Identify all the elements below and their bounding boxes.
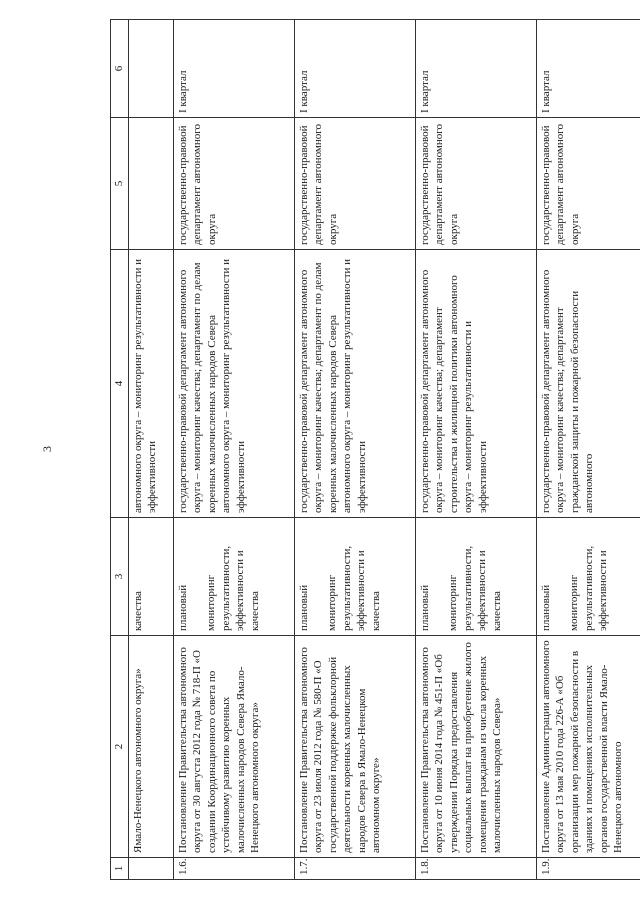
monitoring-kind: плановый (297, 584, 310, 631)
row-number-cell (128, 858, 173, 880)
responsible-cell: автономного округа – мониторинг результативности и эффективности (128, 250, 173, 518)
deadline-cell: I квартал (173, 20, 294, 118)
monitoring-type-cell (294, 518, 415, 636)
responsible-cell: государственно-правовой департамент автономного округа – мониторинг качества; департамент строительства и жилищной политики автономного округа – мониторинг результативности и эффективности (415, 250, 536, 518)
deadline-cell (128, 20, 173, 118)
document-cell: Ямало-Ненецкого автономного округа» (128, 636, 173, 858)
row-number-cell: 1.7. (294, 858, 415, 880)
monitoring-type-cell (415, 518, 536, 636)
row-number-cell: 1.6. (173, 858, 294, 880)
document-cell: Постановление Правительства автономного округа от 30 августа 2012 года № 718-П «О создании Координационного совета по устойчивому развитию коренных малочисленных народов Севера Ямало-Ненецкого автономного округа» (173, 636, 294, 858)
column-number-row (111, 20, 129, 880)
monitoring-kind: плановый (418, 584, 431, 631)
monitoring-scope: мониторинг результативности, эффективности и качества (447, 545, 503, 631)
column-number: 6 (111, 20, 129, 118)
deadline-cell: I квартал (294, 20, 415, 118)
page-number: 3 (40, 446, 54, 452)
monitoring-scope: мониторинг результативности, эффективности и качества (326, 545, 382, 631)
monitoring-scope: мониторинг результативности, эффективности и (568, 545, 610, 631)
plan-table (110, 19, 640, 880)
coordinator-cell: государственно-правовой департамент автономного округа (415, 118, 536, 250)
document-cell: Постановление Администрации автономного округа от 13 мая 2010 года 226-А «Об организации мер пожарной безопасности в зданиях и помещениях исполнительных органов государственной власти Ямало-Ненецкого автономного (536, 636, 640, 858)
table-row (173, 20, 294, 880)
deadline-cell: I квартал (415, 20, 536, 118)
monitoring-type-cell (536, 518, 640, 636)
coordinator-cell: государственно-правовой департамент автономного округа (294, 118, 415, 250)
monitoring-type-cell: качества (128, 518, 173, 636)
responsible-cell: государственно-правовой департамент автономного округа – мониторинг качества; департамент по делам коренных малочисленных народов Севера автономного округа – мониторинг результативности и эффективности (294, 250, 415, 518)
document-cell: Постановление Правительства автономного округа от 23 июля 2012 года № 580-П «О государственной поддержке фольклорной деятельности коренных малочисленных народов Севера в Ямало-Ненецком автономном округе» (294, 636, 415, 858)
row-number-cell: 1.8. (415, 858, 536, 880)
monitoring-type-cell (173, 518, 294, 636)
document-cell: Постановление Правительства автономного округа от 10 июня 2014 года № 451-П «Об утверждении Порядка предоставления социальных выплат на приобретение жилого помещения гражданам из числа коренных малочисленных народов Севера» (415, 636, 536, 858)
coordinator-cell: государственно-правовой департамент автономного округа (536, 118, 640, 250)
column-number: 2 (111, 636, 129, 858)
row-number-cell: 1.9. (536, 858, 640, 880)
monitoring-kind: плановый (176, 584, 189, 631)
table-row (415, 20, 536, 880)
continuation-row (128, 20, 173, 880)
table-row (536, 20, 640, 880)
column-number: 4 (111, 250, 129, 518)
coordinator-cell: государственно-правовой департамент автономного округа (173, 118, 294, 250)
document-sheet (110, 20, 630, 880)
deadline-cell: I квартал (536, 20, 640, 118)
monitoring-scope: мониторинг результативности, эффективности и качества (205, 545, 261, 631)
monitoring-kind: плановый (539, 584, 552, 631)
table-row (294, 20, 415, 880)
responsible-cell: государственно-правовой департамент автономного округа – мониторинг качества; департамент гражданской защиты и пожарной безопасности автономного (536, 250, 640, 518)
column-number: 5 (111, 118, 129, 250)
column-number: 1 (111, 858, 129, 880)
coordinator-cell (128, 118, 173, 250)
column-number: 3 (111, 518, 129, 636)
responsible-cell: государственно-правовой департамент автономного округа – мониторинг качества; департамент по делам коренных малочисленных народов Севера автономного округа – мониторинг результативности и эффективности (173, 250, 294, 518)
